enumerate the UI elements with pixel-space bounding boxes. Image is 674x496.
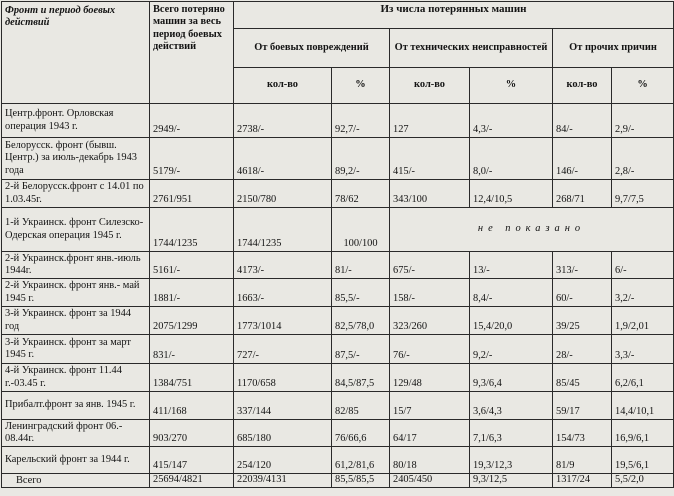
tech-count-cell: 158/- [390, 279, 470, 307]
combat-pct-cell: 78/62 [332, 180, 390, 208]
combat-pct-cell: 76/66,6 [332, 420, 390, 447]
other-count-cell: 59/17 [553, 392, 612, 420]
other-pct-cell: 9,7/7,5 [612, 180, 674, 208]
front-cell: 2-й Украинск.фронт янв.-июль 1944г. [2, 252, 150, 279]
combat-count-cell: 685/180 [234, 420, 332, 447]
combat-count-cell: 337/144 [234, 392, 332, 420]
tech-count-cell: 323/260 [390, 307, 470, 335]
header-other-pct: % [612, 68, 674, 104]
front-cell: 3-й Украинск. фронт за март 1945 г. [2, 335, 150, 364]
other-count-cell: 268/71 [553, 180, 612, 208]
combat-pct-cell: 84,5/87,5 [332, 364, 390, 392]
tech-count-cell: 675/- [390, 252, 470, 279]
other-pct-cell: 16,9/6,1 [612, 420, 674, 447]
combat-pct-cell: 81/- [332, 252, 390, 279]
total-cell: 903/270 [150, 420, 234, 447]
other-count-cell: 60/- [553, 279, 612, 307]
combat-pct-cell: 92,7/- [332, 104, 390, 138]
front-cell: 2-й Украинск. фронт янв.- май 1945 г. [2, 279, 150, 307]
total-cell: 2075/1299 [150, 307, 234, 335]
table-row [2, 307, 674, 335]
combat-count-cell: 1744/1235 [234, 208, 332, 252]
header-combat-count: кол-во [234, 68, 332, 104]
combat-count-cell: 1170/658 [234, 364, 332, 392]
table-row [2, 335, 674, 364]
total-cell: 1384/751 [150, 364, 234, 392]
tech-pct-cell: 8,0/- [470, 138, 553, 180]
total-cell: 25694/4821 [150, 474, 234, 488]
header-combat: От боевых повреждений [234, 29, 390, 68]
header-total: Всего потеряно машин за весь период боевых действий [150, 2, 234, 104]
front-cell: 3-й Украинск. фронт за 1944 год [2, 307, 150, 335]
tech-count-cell: 415/- [390, 138, 470, 180]
header-other-count: кол-во [553, 68, 612, 104]
combat-pct-cell: 87,5/- [332, 335, 390, 364]
header-other: От прочих причин [553, 29, 674, 68]
tech-pct-cell: 12,4/10,5 [470, 180, 553, 208]
combat-pct-cell: 82/85 [332, 392, 390, 420]
front-cell: Прибалт.фронт за янв. 1945 г. [2, 392, 150, 420]
table-row [2, 138, 674, 180]
other-count-cell: 28/- [553, 335, 612, 364]
total-cell: 2949/- [150, 104, 234, 138]
combat-count-cell: 2150/780 [234, 180, 332, 208]
total-cell: 2761/951 [150, 180, 234, 208]
other-pct-cell: 2,9/- [612, 104, 674, 138]
other-pct-cell: 19,5/6,1 [612, 447, 674, 474]
other-count-cell: 1317/24 [553, 474, 612, 488]
tech-count-cell: 2405/450 [390, 474, 470, 488]
tech-pct-cell: 7,1/6,3 [470, 420, 553, 447]
front-cell: Ленинградский фронт 06.- 08.44г. [2, 420, 150, 447]
other-pct-cell: 3,2/- [612, 279, 674, 307]
combat-pct-cell: 89,2/- [332, 138, 390, 180]
total-cell: 1881/- [150, 279, 234, 307]
combat-count-cell: 727/- [234, 335, 332, 364]
table-row [2, 364, 674, 392]
total-cell: 5161/- [150, 252, 234, 279]
combat-pct-cell: 85,5/85,5 [332, 474, 390, 488]
tech-pct-cell: 4,3/- [470, 104, 553, 138]
other-count-cell: 85/45 [553, 364, 612, 392]
combat-count-cell: 4618/- [234, 138, 332, 180]
total-cell: 831/- [150, 335, 234, 364]
combat-count-cell: 1773/1014 [234, 307, 332, 335]
combat-pct-cell: 85,5/- [332, 279, 390, 307]
not-shown-note: не показано [390, 208, 674, 252]
tech-count-cell: 127 [390, 104, 470, 138]
front-cell: 1-й Украинск. фронт Силезско-Одерская операция 1945 г. [2, 208, 150, 252]
other-pct-cell: 1,9/2,01 [612, 307, 674, 335]
table-row [2, 279, 674, 307]
combat-count-cell: 254/120 [234, 447, 332, 474]
tech-count-cell: 80/18 [390, 447, 470, 474]
other-pct-cell: 6,2/6,1 [612, 364, 674, 392]
table-row [2, 208, 674, 252]
header-tech-pct: % [470, 68, 553, 104]
other-count-cell: 39/25 [553, 307, 612, 335]
total-cell: 415/147 [150, 447, 234, 474]
combat-count-cell: 4173/- [234, 252, 332, 279]
tech-pct-cell: 8,4/- [470, 279, 553, 307]
header-front: Фронт и период боевых действий [2, 2, 150, 104]
tech-count-cell: 343/100 [390, 180, 470, 208]
other-count-cell: 84/- [553, 104, 612, 138]
combat-pct-cell: 61,2/81,6 [332, 447, 390, 474]
combat-count-cell: 22039/4131 [234, 474, 332, 488]
front-cell: Центр.фронт. Орловская операция 1943 г. [2, 104, 150, 138]
other-pct-cell: 3,3/- [612, 335, 674, 364]
tech-count-cell: 15/7 [390, 392, 470, 420]
tech-pct-cell: 13/- [470, 252, 553, 279]
table-row [2, 252, 674, 279]
combat-count-cell: 1663/- [234, 279, 332, 307]
tech-count-cell: 64/17 [390, 420, 470, 447]
header-group: Из числа потерянных машин [234, 2, 674, 29]
table-row [2, 420, 674, 447]
combat-count-cell: 2738/- [234, 104, 332, 138]
total-cell: 5179/- [150, 138, 234, 180]
header-tech: От технических неисправностей [390, 29, 553, 68]
front-cell: Белорусск. фронт (бывш. Центр.) за июль-декабрь 1943 года [2, 138, 150, 180]
table-row [2, 180, 674, 208]
tech-pct-cell: 9,3/12,5 [470, 474, 553, 488]
header-combat-pct: % [332, 68, 390, 104]
front-cell: Карельский фронт за 1944 г. [2, 447, 150, 474]
table-row-total [2, 474, 674, 488]
table-row [2, 392, 674, 420]
other-count-cell: 146/- [553, 138, 612, 180]
front-cell: 2-й Белорусск.фронт с 14.01 по 1.03.45г. [2, 180, 150, 208]
tech-pct-cell: 3,6/4,3 [470, 392, 553, 420]
front-cell: 4-й Украинск. фронт 11.44 г.-03.45 г. [2, 364, 150, 392]
other-pct-cell: 2,8/- [612, 138, 674, 180]
combat-pct-cell: 100/100 [332, 208, 390, 252]
table-row [2, 104, 674, 138]
tech-pct-cell: 9,2/- [470, 335, 553, 364]
other-pct-cell: 5,5/2,0 [612, 474, 674, 488]
other-pct-cell: 14,4/10,1 [612, 392, 674, 420]
tech-pct-cell: 9,3/6,4 [470, 364, 553, 392]
combat-pct-cell: 82,5/78,0 [332, 307, 390, 335]
other-count-cell: 313/- [553, 252, 612, 279]
tech-pct-cell: 15,4/20,0 [470, 307, 553, 335]
table-row [2, 447, 674, 474]
other-count-cell: 81/9 [553, 447, 612, 474]
front-cell: Всего [2, 474, 150, 488]
losses-table [1, 1, 674, 488]
other-count-cell: 154/73 [553, 420, 612, 447]
tech-count-cell: 76/- [390, 335, 470, 364]
tech-pct-cell: 19,3/12,3 [470, 447, 553, 474]
other-pct-cell: 6/- [612, 252, 674, 279]
total-cell: 1744/1235 [150, 208, 234, 252]
total-cell: 411/168 [150, 392, 234, 420]
header-tech-count: кол-во [390, 68, 470, 104]
tech-count-cell: 129/48 [390, 364, 470, 392]
